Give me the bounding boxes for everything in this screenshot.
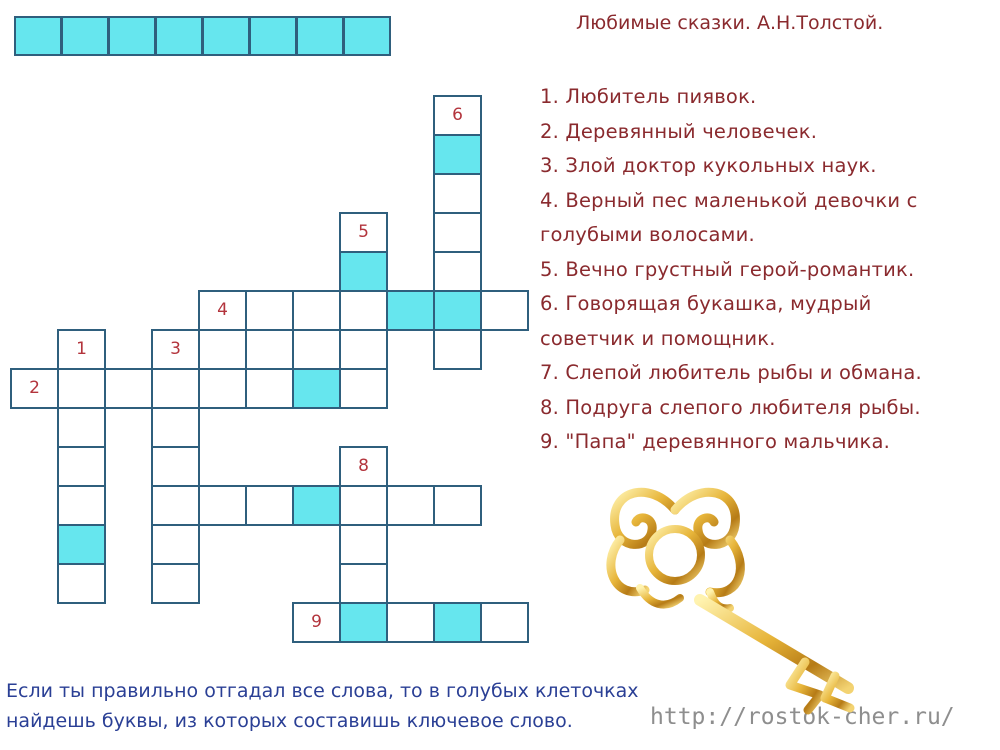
highlighted-letter-cell[interactable] [292,368,341,409]
letter-cell[interactable] [57,485,106,526]
letter-cell[interactable] [433,251,482,292]
keyword-cell[interactable] [108,16,156,56]
keyword-cell[interactable] [249,16,297,56]
letter-cell[interactable] [245,329,294,370]
highlighted-letter-cell[interactable] [433,134,482,175]
letter-cell[interactable] [339,329,388,370]
keyword-cell[interactable] [155,16,203,56]
clue-item: 1. Любитель пиявок. [540,85,757,108]
letter-cell[interactable] [433,173,482,214]
letter-cell[interactable] [151,407,200,448]
clue-item: 5. Вечно грустный герой-романтик. [540,257,915,281]
clue-item: 3. Злой доктор кукольных наук. [540,154,877,177]
letter-cell[interactable] [339,368,388,409]
highlighted-letter-cell[interactable] [433,602,482,643]
letter-cell[interactable] [433,485,482,526]
letter-cell[interactable] [57,446,106,487]
letter-cell[interactable] [198,485,247,526]
letter-cell[interactable] [480,290,529,331]
clue-item: советчик и помощник. [540,326,776,350]
letter-cell[interactable] [339,290,388,331]
keyword-answer-row [14,16,394,56]
watermark: http://rostok-cher.ru/ [650,704,955,730]
clue-item: 9. "Папа" деревянного мальчика. [540,430,891,453]
letter-cell[interactable] [433,329,482,370]
letter-cell[interactable] [386,485,435,526]
clue-item: 2. Деревянный человечек. [540,119,818,143]
letter-cell[interactable] [339,524,388,565]
letter-cell[interactable] [198,368,247,409]
clue-number-cell: 4 [198,290,247,331]
keyword-cell[interactable] [343,16,391,56]
letter-cell[interactable] [245,368,294,409]
clue-number-cell: 6 [433,95,482,136]
letter-cell[interactable] [480,602,529,643]
clue-item: 4. Верный пес маленькой девочки с [540,188,918,212]
keyword-cell[interactable] [61,16,109,56]
clue-number-cell: 5 [339,212,388,253]
clue-number-cell: 9 [292,602,341,643]
letter-cell[interactable] [57,368,106,409]
highlighted-letter-cell[interactable] [386,290,435,331]
clue-item: 7. Слепой любитель рыбы и обмана. [540,361,922,384]
page-title: Любимые сказки. А.Н.Толстой. [576,12,884,34]
clue-number-cell: 8 [339,446,388,487]
highlighted-letter-cell[interactable] [339,251,388,292]
letter-cell[interactable] [151,368,200,409]
letter-cell[interactable] [245,290,294,331]
highlighted-letter-cell[interactable] [57,524,106,565]
golden-key-icon [580,470,900,720]
clue-item: 8. Подруга слепого любителя рыбы. [540,395,921,419]
letter-cell[interactable] [292,329,341,370]
clue-number-cell: 3 [151,329,200,370]
letter-cell[interactable] [386,602,435,643]
letter-cell[interactable] [433,212,482,253]
clue-number-cell: 2 [10,368,59,409]
letter-cell[interactable] [339,485,388,526]
letter-cell[interactable] [151,485,200,526]
clue-item: голубыми волосами. [540,223,755,246]
letter-cell[interactable] [151,446,200,487]
keyword-cell[interactable] [202,16,250,56]
letter-cell[interactable] [339,563,388,604]
letter-cell[interactable] [57,563,106,604]
clue-number-cell: 1 [57,329,106,370]
clue-list [540,80,995,460]
letter-cell[interactable] [245,485,294,526]
keyword-cell[interactable] [14,16,62,56]
letter-cell[interactable] [151,563,200,604]
highlighted-letter-cell[interactable] [292,485,341,526]
letter-cell[interactable] [198,329,247,370]
letter-cell[interactable] [104,368,153,409]
instructions-line: найдешь буквы, из которых составишь ключевое слово. [6,710,573,732]
highlighted-letter-cell[interactable] [339,602,388,643]
letter-cell[interactable] [151,524,200,565]
keyword-cell[interactable] [296,16,344,56]
letter-cell[interactable] [292,290,341,331]
letter-cell[interactable] [57,407,106,448]
clue-item: 6. Говорящая букашка, мудрый [540,292,872,315]
instructions-line: Если ты правильно отгадал все слова, то в голубых клеточках [6,680,639,702]
highlighted-letter-cell[interactable] [433,290,482,331]
